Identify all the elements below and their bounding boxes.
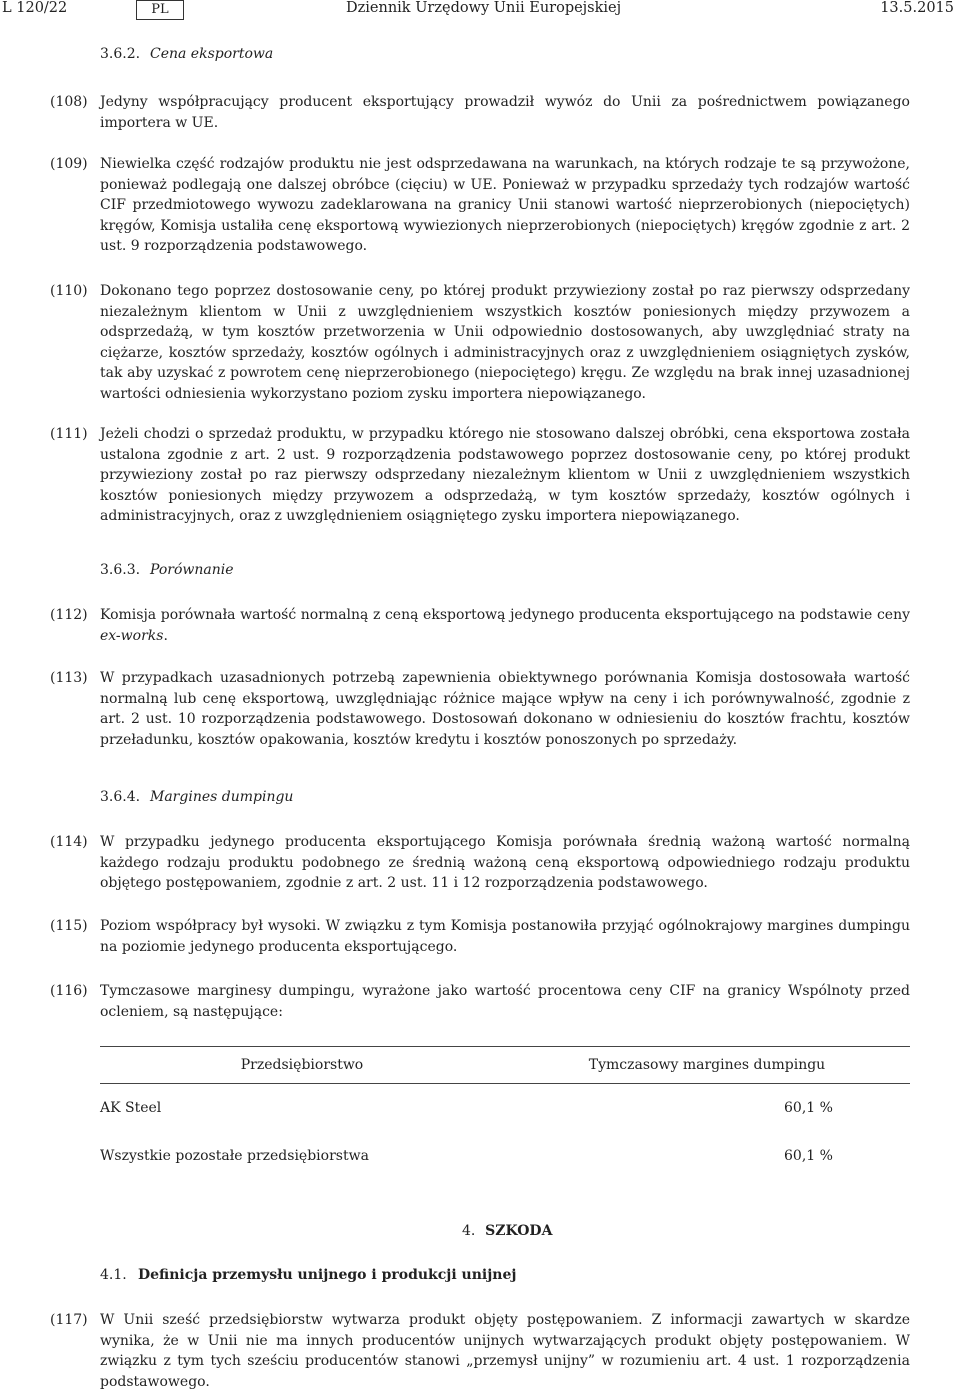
section-number: 3.6.4. (100, 789, 141, 805)
paragraph-114 (50, 832, 910, 894)
page-header (0, 0, 960, 30)
paragraph-number: (116) (50, 983, 88, 999)
paragraph-115 (50, 916, 910, 957)
section-number: 3.6.2. (100, 46, 141, 62)
column-header-company: Przedsiębiorstwo (100, 1047, 504, 1084)
section-heading-3-6-4 (100, 789, 293, 805)
paragraph-text-end: . (163, 627, 168, 644)
chapter-heading-4 (462, 1223, 552, 1239)
column-header-margin: Tymczasowy margines dumpingu (504, 1047, 910, 1084)
paragraph-number: (108) (50, 94, 88, 110)
paragraph-109 (50, 154, 910, 257)
paragraph-text-italic: ex-works (100, 627, 164, 644)
publication-date: 13.5.2015 (880, 0, 954, 16)
language-badge: PL (136, 0, 184, 20)
section-heading-3-6-3 (100, 562, 234, 578)
paragraph-number: (110) (50, 283, 88, 299)
chapter-title: SZKODA (485, 1223, 553, 1239)
paragraph-108 (50, 92, 910, 133)
paragraph-number: (112) (50, 607, 88, 623)
paragraph-113 (50, 668, 910, 750)
paragraph-text: Jedyny współpracujący producent eksportujący prowadził wywóz do Unii za pośrednictwem powiązanego importera w UE. (100, 94, 910, 131)
paragraph-number: (115) (50, 918, 88, 934)
section-title: Margines dumpingu (150, 789, 294, 805)
paragraph-text: Tymczasowe marginesy dumpingu, wyrażone jako wartość procentowa ceny CIF na granicy Wspólnoty przed ocleniem, są następujące: (100, 983, 910, 1020)
paragraph-text: Poziom współpracy był wysoki. W związku z tym Komisja postanowiła przyjąć ogólnokrajowy margines dumpingu na poziomie jedynego producenta eksportującego. (100, 918, 910, 955)
dumping-margin-table (100, 1046, 910, 1180)
page-reference: L 120/22 (2, 0, 68, 16)
paragraph-text-main: Komisja porównała wartość normalną z ceną eksportową jedynego producenta eksportującego na podstawie ceny (100, 607, 910, 623)
section-title: Definicja przemysłu unijnego i produkcji unijnej (138, 1267, 517, 1283)
company-cell: AK Steel (100, 1100, 162, 1116)
section-number: 4.1. (100, 1267, 127, 1283)
company-cell: Wszystkie pozostałe przedsiębiorstwa (100, 1148, 369, 1164)
paragraph-text (100, 605, 910, 646)
paragraph-112 (50, 605, 910, 646)
paragraph-117 (50, 1310, 910, 1392)
paragraph-116 (50, 981, 910, 1022)
section-title: Cena eksportowa (150, 46, 274, 62)
paragraph-111 (50, 424, 910, 527)
table-row (100, 1132, 910, 1180)
paragraph-number: (117) (50, 1312, 88, 1328)
paragraph-text: Niewielka część rodzajów produktu nie jest odsprzedawana na warunkach, na których rodzaje te są przywożone, ponieważ podlegają one dalszej obróbce (cięciu) w UE. Ponieważ w przypadku sprzedaży tych rodzajów wartość CIF przedmiotowego wywozu zadeklarowana na granicy Unii stanowi wartość nieprzerobionych (niepociętych) kręgów, Komisja ustaliła cenę eksportową wywiezionych nieprzerobionych (niepociętych) kręgów zgodnie z art. 2 ust. 9 rozporządzenia podstawowego. (100, 156, 910, 254)
table-header-row (100, 1047, 910, 1084)
section-heading-3-6-2 (100, 46, 273, 62)
paragraph-110 (50, 281, 910, 404)
journal-title: Dziennik Urzędowy Unii Europejskiej (346, 0, 622, 16)
paragraph-text: Dokonano tego poprzez dostosowanie ceny, po której produkt przywieziony został po raz pierwszy odsprzedany niezależnym klientom w Unii z uwzględnieniem wszystkich kosztów poniesionych między przywozem a odsprzedażą, w tym kosztów przetworzenia w Unii odpowiednio dostosowanych, aby uwzględniać straty na ciężarze, kosztów sprzedaży, kosztów ogólnych i administracyjnych oraz z uwzględnieniem osiągniętych zysków, tak aby uzyskać z powrotem cenę nieprzerobionego (niepociętego) kręgu. Ze względu na brak innej uzasadnionej wartości odniesienia wykorzystano poziom zysku importera niepowiązanego. (100, 283, 910, 402)
table-row (100, 1084, 910, 1133)
chapter-number: 4. (462, 1223, 476, 1239)
margin-cell: 60,1 % (784, 1100, 833, 1116)
paragraph-number: (114) (50, 834, 88, 850)
section-title: Porównanie (150, 562, 234, 578)
section-number: 3.6.3. (100, 562, 141, 578)
paragraph-text: W przypadku jedynego producenta eksportującego Komisja porównała średnią ważoną wartość normalną każdego rodzaju produktu podobnego ze średnią ważoną ceną eksportową odpowiedniego rodzaju produktu objętego postępowaniem, zgodnie z art. 2 ust. 11 i 12 rozporządzenia podstawowego. (100, 834, 910, 891)
section-heading-4-1 (100, 1267, 516, 1283)
paragraph-text: W przypadkach uzasadnionych potrzebą zapewnienia obiektywnego porównania Komisja dostosowała wartość normalną lub cenę eksportową, uwzględniając różnice mające wpływ na ceny i ich porównywalność, zgodnie z art. 2 ust. 10 rozporządzenia podstawowego. Dostosowań dokonano w odniesieniu do kosztów frachtu, kosztów przeładunku, kosztów opakowania, kosztów kredytu i kosztów ponoszonych po sprzedaży. (100, 670, 910, 748)
margin-cell: 60,1 % (784, 1148, 833, 1164)
paragraph-text: W Unii sześć przedsiębiorstw wytwarza produkt objęty postępowaniem. Z informacji zawartych w skardze wynika, że w Unii nie ma innych producentów unijnych wytwarzających produkt objęty postępowaniem. W związku z tym tych sześciu producentów stanowi „przemysł unijny” w rozumieniu art. 4 ust. 1 rozporządzenia podstawowego. (100, 1312, 910, 1390)
paragraph-text: Jeżeli chodzi o sprzedaż produktu, w przypadku którego nie stosowano dalszej obróbki, cena eksportowa została ustalona zgodnie z art. 2 ust. 9 rozporządzenia podstawowego poprzez dostosowanie ceny, po której produkt przywieziony został po raz pierwszy odsprzedany niezależnym klientom w Unii z uwzględnieniem wszystkich kosztów poniesionych między przywozem a odsprzedażą, w tym kosztów sprzedaży, kosztów ogólnych i administracyjnych, oraz z uwzględnieniem osiągniętego zysku importera niepowiązanego. (100, 426, 910, 524)
paragraph-number: (111) (50, 426, 88, 442)
paragraph-number: (109) (50, 156, 88, 172)
paragraph-number: (113) (50, 670, 88, 686)
